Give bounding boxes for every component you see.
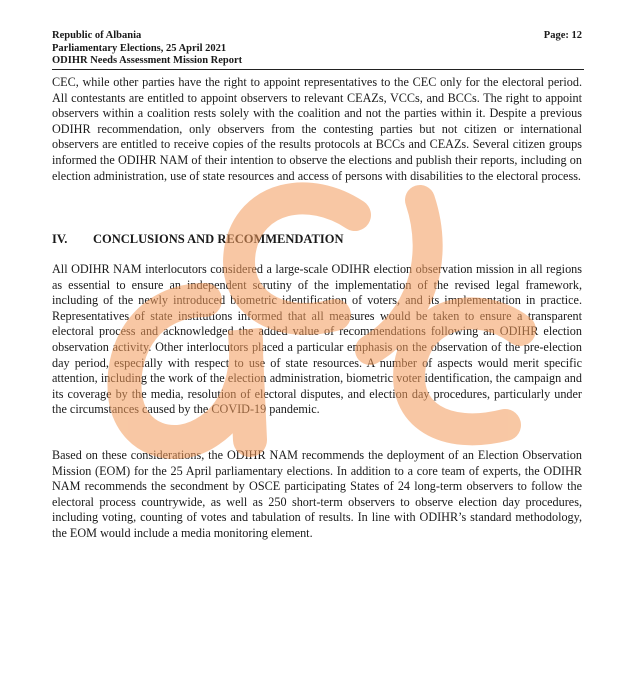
paragraph-conclusions: All ODIHR NAM interlocutors considered a large-scale ODIHR election observation mission in all regions as essential to ensure an independent scrutiny of the implementation of the revised legal framework, including of the newly introduced biometric identification of voters, and its implementation in practice. Representatives of state institutions informed that all measures would be taken to ensure a transparent electoral process and acknowledged the added value of recommendations following an ODIHR election observation activity. Other interlocutors placed a particular emphasis on the observation of the pre-election day period, especially with respect to use of state resources. A number of aspects would merit specific attention, including the work of the election administration, biometric voter identification, the campaign and its coverage by the media, resolution of electoral disputes, and election day procedures, particularly under the circumstances caused by the COVID-19 pandemic. xyxy=(52,262,582,417)
paragraph-observers: CEC, while other parties have the right to appoint representatives to the CEC only for the electoral period. All contestants are entitled to appoint observers to relevant CEAZs, VCCs, and BCCs. The right to appoint observers within a coalition rests solely with the coalition and not the parties within it. Despite a previous ODIHR recommendation, only observers from the contesting parties but not citizen or international observers are entitled to receive copies of the results protocols at BCCs and CEAZs. Several citizen groups informed the ODIHR NAM of their intention to observe the elections and publish their reports, including on election administration, use of state resources and access of persons with disabilities to the electoral process. xyxy=(52,75,582,183)
section-number: IV. xyxy=(52,232,68,246)
header-election: Parliamentary Elections, 25 April 2021 xyxy=(52,42,227,54)
header-report-title: ODIHR Needs Assessment Mission Report xyxy=(52,55,243,67)
header-country: Republic of Albania xyxy=(52,30,142,41)
section-heading xyxy=(52,232,343,247)
section-title: CONCLUSIONS AND RECOMMENDATION xyxy=(93,232,344,246)
page-number: Page: 12 xyxy=(543,30,582,41)
paragraph-recommendation: Based on these considerations, the ODIHR NAM recommends the deployment of an Election Observation Mission (EOM) for the 25 April parliamentary elections. In addition to a core team of experts, the ODIHR NAM recommends the secondment by OSCE participating States of 24 long-term observers to follow the electoral process countrywide, as well as 250 short-term observers to observe election day procedures, including voting, counting of votes and tabulation of results. In line with ODIHR’s standard methodology, the EOM would include a media monitoring element. xyxy=(52,448,582,540)
page-header xyxy=(52,30,584,70)
